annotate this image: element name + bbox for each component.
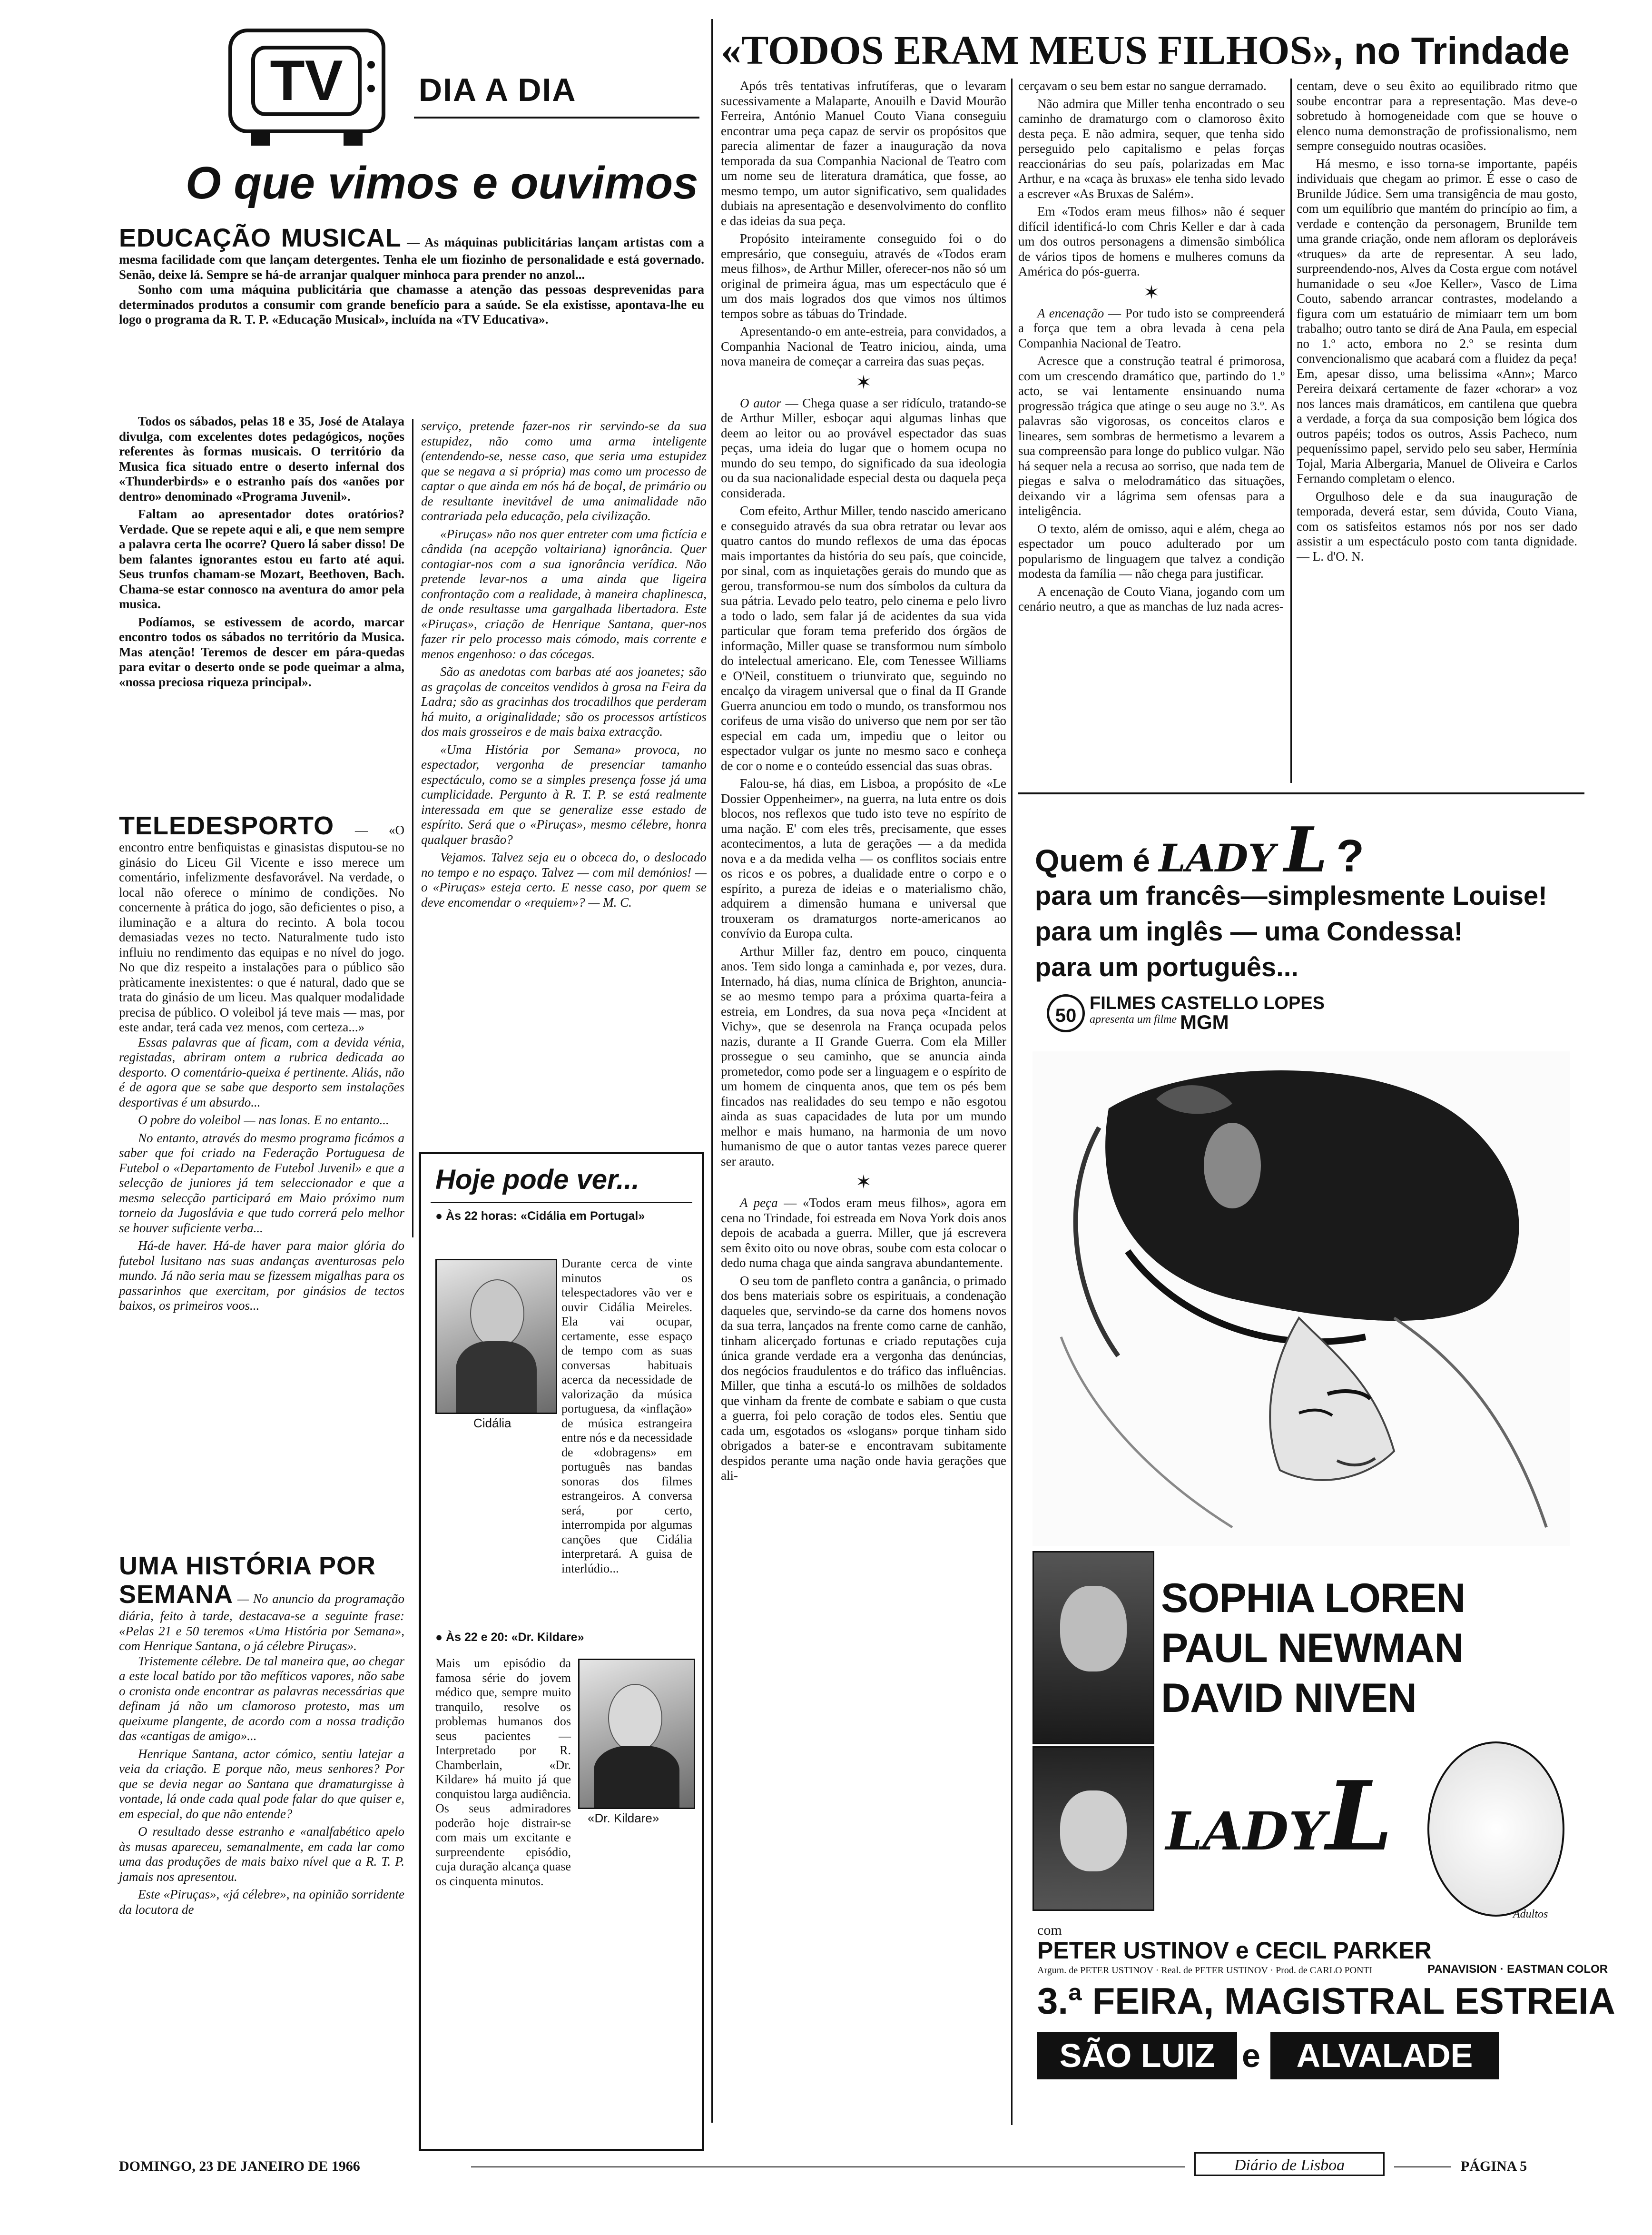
paragraph: «Uma História por Semana» provoca, no espectador, vergonha de presenciar tamanho espectáculo, como se a simples presença fosse já uma cumplicidade. Pergunto à R. T. P. se está realmente interessada em que se generalize esse estado de espírito. Será que o «Piruças», mesmo célebre, honra qualquer brasão?	[421, 742, 707, 847]
paragraph: cerçavam o seu bem estar no sangue derramado.	[1018, 79, 1267, 93]
hoje-item2-text: Mais um episódio da famosa série do jovem médico que, sempre muito tranquilo, resolve os problemas humanos dos seus pacientes — Interpretado por R. Chamberlain, «Dr. Kildare» há muito já que conquistou larga audiência. Os seus admiradores poderão hoje distrair-se com mais um excitante e surpreendente episódio, cuja duração alcança quase os cinquenta minutos.	[435, 1656, 571, 1888]
paragraph: Sonho com uma máquina publicitária que chamasse a atenção das pessoas desprevenidas para determinados produtos a consumir com grande benefício para a saúde. Se ela existisse, apontava-lhe eu logo o programa da R. T. P. «Educação Musical», incluída na «TV Educativa».	[119, 282, 704, 326]
subhead: A encenação	[1037, 306, 1104, 320]
paragraph: O resultado desse estranho e «analfabético apelo às musas apareceu, semanalmente, em cada lar como uma das produções de mais baixo nível que a R. T. P. jamais nos apresentou.	[119, 1824, 404, 1884]
hoje-title: Hoje pode ver...	[435, 1164, 639, 1195]
anniversary-badge: 50	[1047, 994, 1085, 1032]
ad-title	[1166, 1760, 1393, 1872]
section-title-teledesporto: TELEDESPORTO	[119, 811, 334, 840]
paragraph: O seu tom de panfleto contra a ganância, o primado dos bens materiais sobre os espirituais, a condenação daqueles que, servindo-se da carne dos homens novos da sua terra, lançados na frente como carne de canhão, tinham alicerçado fortunas e criado reputações cuja única grande verdade era a vergonha das denúncias, dos negócios fraudulentos e do tráfico das influências. Miller, que tinha a escutá-lo os milhões de soldados que vinham da frente de combate e sabiam o que custa a guerra, foi pelo coração de todos eles. Sentiu que cada um, esgotados os «slogans» porque tinham sido obrigados a bater-se e encontravam subitamente despidos perante uma nação onde havia gerações que ali-	[721, 1273, 1006, 1483]
poster-figure-icon	[1427, 1741, 1564, 1917]
portrait-face-icon	[470, 1279, 524, 1348]
paragraph: Após três tentativas infrutíferas, que o levaram sucessivamente a Malaparte, Anouilh e David Mourão Ferreira, António Manuel Couto Viana conseguiu encontrar uma peça capaz de servir os propósitos que parecia alimentar de fazer a inauguração da nova temporada da sua Companhia Nacional de Teatro com um nome seu de literatura dramática, que fosse, ao mesmo tempo, um autor significativo, sem qualidades dubiais na apresentação e desenvolvimento do conflito e das ideias da sua peça.	[721, 79, 1006, 228]
ad-line-2: para um inglês — uma Condessa!	[1035, 916, 1463, 946]
paragraph: Propósito inteiramente conseguido foi o do empresário, que conseguiu, através de «Todos eram meus filhos», de Arthur Miller, oferecer-nos não só um original de primeira água, mas um espectáculo que é um dos mais logrados dos que vimos nos últimos tempos sobre as tábuas do Trindade.	[721, 231, 1006, 321]
cinema-sao-luiz: SÃO LUIZ	[1037, 2032, 1237, 2079]
footer-rule	[1394, 2166, 1451, 2167]
paragraph: Orgulhoso dele e da sua inauguração de temporada, deverá estar, sem dúvida, Couto Viana, com os satisfeitos estamos nós por nos ser dado assistir a um espectáculo posto com tanta dignidade. — L. d'O. N.	[1297, 489, 1577, 564]
paragraph: serviço, pretende fazer-nos rir servindo-se da sua estupidez, não como uma arma inteligente (entendendo-se, nesse caso, que seria uma estupidez que se negava a si própria) mas como um processo de captar o que ainda em nós há de boçal, de primário ou de resultante inevitável de uma animalidade não contrariada pela educação, pela civilização.	[421, 419, 707, 523]
ad-title-word: LADY	[1166, 1800, 1326, 1862]
paragraph: Podíamos, se estivessem de acordo, marcar encontro todos os sábados no território da Musica. Mas atenção! Teremos de descer em pára-quedas para evitar o deserto onde se pode queimar a alma, «nossa preciosa riqueza principal».	[119, 614, 404, 689]
hoje-item1-text: Durante cerca de vinte minutos os telespectadores vão ver e ouvir Cidália Meireles. Ela vai ocupar, certamente, esse espaço de tempo com as suas conversas habituais acerca da necessidade de valorização da música portuguesa, da «inflação» de música estrangeira entre nós e da necessidade de «dobragens» em português nas bandas sonoras dos filmes estrangeiros. A conversa será, por certo, interrompida por algumas canções que Cidália interpretará. A guisa de interlúdio...	[561, 1256, 692, 1575]
subhead: A peça	[740, 1196, 778, 1210]
ad-rating: Adultos	[1513, 1908, 1548, 1920]
paragraph: A encenação de Couto Viana, jogando com um cenário neutro, a que as manchas de luz nada acres-	[1018, 584, 1285, 613]
ad-with-label: com	[1037, 1922, 1062, 1938]
photo-caption: «Dr. Kildare»	[588, 1811, 659, 1825]
paragraph: Tristemente célebre. De tal maneira que, ao chegar a este local batido por tão mefíticos vapores, não sabe o cronista onde encontrar as palavras necessárias que definam já não um clamoroso protesto, mas um queixume plangente, de acordo com a nossa tradição das «cantigas de amigo»...	[119, 1653, 404, 1743]
page-divider	[711, 19, 713, 2123]
paragraph: — «O encontro entre benfiquistas e ginasistas disputou-se no ginásio do Liceu Gil Vicente e isso merece um comentário, infelizmente desfavorável. Na verdade, o local não oferece o mínimo de condições. No concernente à prática do jogo, são deficientes o piso, a iluminação e a altura do recinto. A bola tocou demasiadas vezes no tecto. Naturalmente tudo isto influiu no rendimento das equipas e no nível do jogo. No que diz respeito a instalações para o público são pràticamente inexistentes: o que é natural, dado que se trata do ginásio de um liceu. Mas qualquer modalidade precisa de público. O voleibol já teve mais — mas, por este andar, terá cada vez menos, com certeza...»	[119, 823, 405, 1034]
bullet-icon: ●	[435, 1631, 446, 1644]
historia-article	[119, 1552, 404, 2151]
column-divider	[1290, 79, 1292, 783]
divider	[431, 1202, 692, 1203]
portrait-face-icon	[608, 1684, 662, 1752]
ad-star-3: DAVID NIVEN	[1161, 1675, 1416, 1721]
ad-credits: Argum. de PETER USTINOV · Real. de PETER USTINOV · Prod. de CARLO PONTI	[1037, 1965, 1373, 1976]
trindade-col3	[1297, 79, 1577, 783]
column-divider	[412, 419, 413, 1237]
photo-caption: Cidália	[473, 1416, 511, 1430]
trindade-col2	[1018, 79, 1285, 783]
divider	[414, 117, 699, 119]
ad-star-2: PAUL NEWMAN	[1161, 1625, 1464, 1671]
ad-question-mark: ?	[1336, 831, 1364, 881]
poster-art-icon	[1032, 1051, 1570, 1546]
ad-costars: PETER USTINOV e CECIL PARKER	[1037, 1937, 1432, 1964]
cinema-and: e	[1242, 2037, 1260, 2074]
hoje-item1-head	[435, 1209, 692, 1223]
cidalia-photo	[435, 1259, 557, 1414]
paragraph: Faltam ao apresentador dotes oratórios? Verdade. Que se repete aqui e ali, e que nem sempre a palavra certa lhe ocorre? Quero lá saber disso! De bem falantes ignorantes estou eu farto até aqui. Seus trunfos chamam-se Mozart, Beethoven, Bach. Chama-se estar connosco na aventura do amor pela musica.	[119, 507, 404, 611]
ad-studio: MGM	[1180, 1011, 1229, 1033]
paragraph: Essas palavras que aí ficam, com a devida vénia, registadas, abriram ontem a rubrica dedicada ao desporto. O comentário-queixa é pertinente. Aliás, não é de agora que se sabe que desporto sem instalações desportivas é um absurdo...	[119, 1035, 404, 1109]
section-title-educacao: EDUCAÇÃO MUSICAL	[119, 224, 402, 252]
paragraph: Este «Piruças», «já célebre», na opinião sorridente da locutora de	[119, 1887, 404, 1917]
ad-premiere: 3.ª FEIRA, MAGISTRAL ESTREIA	[1037, 1980, 1615, 2022]
paragraph: Em «Todos eram meus filhos» não é sequer difícil identificá-lo com Chris Keller e dar à cada um dos outros personagens a dimensão simbólica de vários tipos de homens e mulheres comuns da América do pós-guerra.	[1018, 204, 1285, 278]
paragraph: O texto, além de omisso, aqui e além, chega ao espectador um pouco adulterado por um popularismo de linguagem que talvez a condição modesta da família — não chega para justificar.	[1018, 521, 1285, 581]
headline-main: «TODOS ERAM MEUS FILHOS»	[721, 27, 1333, 73]
ad-presents: apresenta um filme	[1090, 1013, 1177, 1026]
paragraph: Há-de haver. Há-de haver para maior glória do futebol lusitano nas suas andanças aventurosas pelo mundo. Já não seria mau se fizessem migalhas para os passarinhos que exercitam, por ginásios de tectos baixos, os primeiros voos...	[119, 1238, 404, 1313]
section-label: DIA A DIA	[419, 72, 577, 108]
headline-tail: , no Trindade	[1333, 30, 1570, 72]
hoje-item2-head	[435, 1630, 692, 1644]
footer-masthead: Diário de Lisboa	[1194, 2152, 1385, 2176]
paragraph: Apresentando-o em ante-estreia, para convidados, a Companhia Nacional de Teatro iniciou, ainda, uma nova maneira de começar a carreira das suas peças.	[721, 324, 1006, 368]
section-title-historia: UMA HISTÓRIA POR	[119, 1552, 376, 1580]
ad-line-1: para um francês—simplesmente Louise!	[1035, 880, 1547, 910]
paragraph: Arthur Miller faz, dentro em pouco, cinquenta anos. Tem sido longa a caminhada e, por vezes, dura. Internado, há dias, numa clínica de Brighton, anuncia-se ao mesmo tempo para a próxima quarta-feira a estreia, em Londres, da sua nova peça «Incident at Vichy», que se desenrola na França ocupada pelos nazis, durante a II Grande Guerra. Com ela Miller prossegue o seu caminho, que se anuncia ainda prometedor, como pode ser a linguagem e o espírito de um homem de cinquenta anos, que tem os pés bem fincados nas realidades do seu tempo e não esgotou ainda as suas capacidades de luta por um mundo melhor e mais humano, na harmonia de um novo humanismo de que o autor tantas vezes parece querer ser arauto.	[721, 944, 1006, 1168]
tv-knob-icon	[367, 85, 375, 92]
ad-question	[1035, 813, 1364, 886]
tv-logo	[228, 29, 385, 133]
paragraph: Acresce que a construção teatral é primorosa, com um crescendo dramático que, partindo do 1.º acto, se vai lentamente ensinuando numa progressão trágica que atinge o seu auge no 3.º. As palavras são vigorosas, os conceitos claros e lineares, sem sombras de hermetismo a levarem a sua compreensão para longe do publico vulgar. Não há sequer nela a recusa ao sorriso, que nada tem de piegas e salva o melodramático das situações, deixando vir a lágrima sem ofensas para a inteligência.	[1018, 354, 1285, 518]
column-title: O que vimos e ouvimos	[186, 158, 698, 208]
paragraph: centam, deve o seu êxito ao equilibrado ritmo que soube encontrar para a representação. Mas deve-o sobretudo à homogeneidade com que se houve o elenco numa demonstração de profissionalismo, nem sempre conseguido noutras ocasiões.	[1297, 79, 1577, 153]
ad-question-pre: Quem é	[1035, 843, 1150, 878]
hoje-item1-heading: Às 22 horas: «Cidália em Portugal»	[446, 1209, 645, 1223]
paragraph: Não admira que Miller tenha encontrado o seu caminho de dramaturgo com o clamoroso êxito desta peça. E não admira, sequer, que tenha sido perseguido pelo capitalismo e pelas forças reaccionárias do seu país, polarizadas em Mac Arthur, e na «caça às bruxas» ele tenha sido levado a escrever «As Bruxas de Salém».	[1018, 96, 1285, 201]
ad-title-letter: L	[1326, 1760, 1393, 1872]
educacao-lead: — As máquinas publicitárias lançam artistas com a mesma facilidade com que lançam detergentes. Tenha ele um fiozinho de personalidade e está governado. Senão, deixe lá. Sempre se há-de arranjar qualquer minhoca para prender no anzol...	[119, 235, 704, 282]
ad-star-1: SOPHIA LOREN	[1161, 1575, 1465, 1621]
paragraph: Todos os sábados, pelas 18 e 35, José de Atalaya divulga, com excelentes dotes pedagógicos, noções referentes às formas musicais. O território da Musica fica situado entre o deserto infernal dos «Thunderbirds» e o estranho país dos «anões por dentro» denominado «Programa Juvenil».	[119, 414, 404, 504]
paragraph: Henrique Santana, actor cómico, sentiu latejar a veia da criação. E porque não, meus senhores? Por que se devia negar ao Santana que dramaturgisse à vontade, lá onde cada qual pode falar do que quiser e, em especial, do que não entende?	[119, 1746, 404, 1821]
star-separator-icon: ✶	[856, 1171, 872, 1193]
ad-distributor: FILMES CASTELLO LOPES	[1090, 993, 1325, 1013]
ad-question-name: LADY	[1159, 836, 1276, 880]
lady-l-advertisement	[1018, 792, 1615, 2127]
trindade-headline	[721, 26, 1577, 75]
poster-illustration	[1032, 1051, 1570, 1546]
section-title-historia-2: SEMANA	[119, 1580, 234, 1609]
tv-leg-icon	[344, 131, 363, 146]
tv-logo-text: TV	[251, 46, 362, 116]
paragraph: Com efeito, Arthur Miller, tendo nascido americano e conseguido através da sua obra retratar ou levar aos quatro cantos do mundo reflexos de uma das épocas mais importantes da história do seu país, que coincide, por sinal, com as inquietações gerais do mundo que as gerou, transformou-se num dos símbolos da cultura da sua pátria. Levado pelo teatro, pelo cinema e pelo livro a todo o lado, sem falar já de acidentes da sua vida particular que foram tema preferido dos órgãos de informação, Miller quase se transformou num símbolo do intelectual americano. Ele, com Tenessee Williams e O'Neil, constituem o triunvirato que, seguindo no encalço da viragem universal que o final da II Grande Guerra anunciou em todo o mundo, os transformou nos corifeus de uma visão do universo que nem por ser tão especial em cada um, impediu que o leitor ou espectador vulgar os junte no mesmo saco e conheça de cor o nome e o conteúdo essencial das suas obras.	[721, 504, 1006, 773]
paragraph: — Por tudo isto se compreenderá a força que tem a obra levada à cena pela Companhia Nacional de Teatro.	[1018, 306, 1285, 350]
trindade-col1	[721, 79, 1006, 2125]
paragraph: Falou-se, há dias, em Lisboa, a propósito de «Le Dossier Oppenheimer», na guerra, na luta entre os dois blocos, nos reflexos que tudo isto teve no espírito de uma nação. E' com eles três, precisamente, que esses acontecimentos, a luta de gerações — a da medida nova e a da medida velha — os conflitos sociais entre os ricos e os pobres, a dualidade entre o corpo e o espírito, a pureza de ideias e o materialismo chão, adquirem a dimensão humana e universal que trouxeram os dramaturgos norte-americanos ao convívio da Europa culta.	[721, 776, 1006, 940]
tv-leg-icon	[251, 131, 270, 146]
footer-page: PÁGINA 5	[1461, 2158, 1527, 2174]
kildare-photo	[578, 1659, 695, 1809]
ad-format: PANAVISION · EASTMAN COLOR	[1427, 1963, 1608, 1976]
paragraph: No entanto, através do mesmo programa ficámos a saber que foi criado na Federação Portuguesa de Futebol o «Departamento de Futebol Juvenil» e que a selecção de juniores já tem seleccionador e que a mesma selecção participará em Maio próximo num torneio da Jugoslávia e que tudo correrá pelo melhor se houver suficiente verba...	[119, 1130, 404, 1235]
paragraph: — «Todos eram meus filhos», agora em cena no Trindade, foi estreada em Nova York dois anos depois de acabada a guerra. Miller, que já escrevera sem êxito oito ou nove obras, soube com esta colocar o dedo numa chaga que ainda sangrava abundantemente.	[721, 1196, 1006, 1270]
ad-line-3: para um português...	[1035, 952, 1298, 982]
portrait-body-icon	[456, 1341, 537, 1413]
paragraph: «Piruças» não nos quer entreter com uma fictícia e cândida (na acepção voltairiana) ignorância. Quer contagiar-nos com a sua ignorância verídica. Não pretende levar-nos a uma ainda que ligeira confrontação com a realidade, à maneira chaplinesca, de onde resultasse uma gargalhada libertadora. Este «Piruças», criação de Henrique Santana, quer-nos fazer rir pelo processo mais cómodo, mais corrente e menos engenhoso: o das cócegas.	[421, 526, 707, 661]
portrait-face-icon	[1060, 1586, 1127, 1671]
paragraph: O pobre do voleibol — nas lonas. E no entanto...	[138, 1113, 389, 1127]
bullet-icon: ●	[435, 1209, 446, 1223]
paragraph: Há mesmo, e isso torna-se importante, papéis individuais que chegam ao primor. É esse o caso de Brunilde Júdice. Sem uma transigência de mau gosto, com um equilíbrio que mantém do princípio ao fim, a verdade e contenção da personagem, Brunilde tem uma grande criação, onde nem afloram os deploráveis «truques» da arte de representar. A seu lado, surpreendendo-nos, Alves da Costa ergue com notável humanidade o seu «Joe Keller», Vasco de Lima Couto, sabendo arrancar contrastes, modelando a figura com um estatuário de mimiaarr tem um bom trabalho; outro tanto se dirá de Ana Paula, em especial no 1.º acto, embora no 2.º se resinta dum convencionalismo que acabará com a fluidez da peça! Em, apesar disso, uma belissima «Ann»; Marco Pereira deixará certamente de fazer «chorar» a voz nos lances mais dramáticos, em cantilena que quebra a verdade, a força da sua composição bem lógica dos outros papéis; todos os outros, Assis Pacheco, num pequeníssimo papel, servido pelo seu saber, Hermínia Tojal, Maria Albergaria, Manuel de Oliveira e Carlos Fernando completam o elenco.	[1297, 156, 1577, 485]
actor-photo-niven	[1032, 1746, 1154, 1911]
portrait-body-icon	[594, 1746, 679, 1808]
educacao-musical-continued	[119, 414, 404, 804]
paragraph: — Chega quase a ser ridículo, tratando-se de Arthur Miller, esboçar aqui algumas linhas que deem ao leitor ou ao provável espectador das suas peças, uma ideia do lugar que o homem ocupa no mundo do seu tempo, do significado da sua ideologia ou da sua nacionalidade especial desta ou daquela peça considerada.	[721, 396, 1006, 500]
paragraph: — No anuncio da programação diária, feito à tarde, destacava-se a seguinte frase: «Pelas 21 e 50 teremos «Uma História por Semana», com Henrique Santana, o já célebre Piruças».	[119, 1592, 405, 1653]
tv-knob-icon	[367, 61, 375, 69]
paragraph: Vejamos. Talvez seja eu o obceca do, o deslocado no tempo e no espaço. Talvez — com mil demónios! — o «Piruças» esteja certo. E nesse caso, por quem se deve encomendar o «requiem»? — M. C.	[421, 850, 707, 910]
footer-rule	[471, 2166, 1185, 2167]
hoje-item2-heading: Às 22 e 20: «Dr. Kildare»	[446, 1631, 584, 1644]
footer-date: DOMINGO, 23 DE JANEIRO DE 1966	[119, 2158, 360, 2174]
star-separator-icon: ✶	[1143, 281, 1160, 303]
paragraph: São as anedotas com barbas até aos joanetes; são as graçolas de conceitos vendidos à grosa na Feira da Ladra; são as gracinhas dos trocadilhos que perderam há muito, a originalidade; são os processos artísticos dos mais grosseiros e de mais baixa extracção.	[421, 664, 707, 739]
teledesporto-article	[119, 811, 404, 1544]
piruças-critique	[421, 419, 707, 1237]
subhead: O autor	[740, 396, 781, 410]
star-separator-icon: ✶	[856, 371, 872, 393]
actor-photo-newman	[1032, 1551, 1154, 1744]
hoje-pode-ver-box	[419, 1152, 704, 2151]
column-divider	[1011, 79, 1013, 2125]
ad-question-letter: L	[1284, 813, 1328, 886]
portrait-face-icon	[1060, 1790, 1127, 1871]
cinema-alvalade: ALVALADE	[1270, 2032, 1499, 2079]
